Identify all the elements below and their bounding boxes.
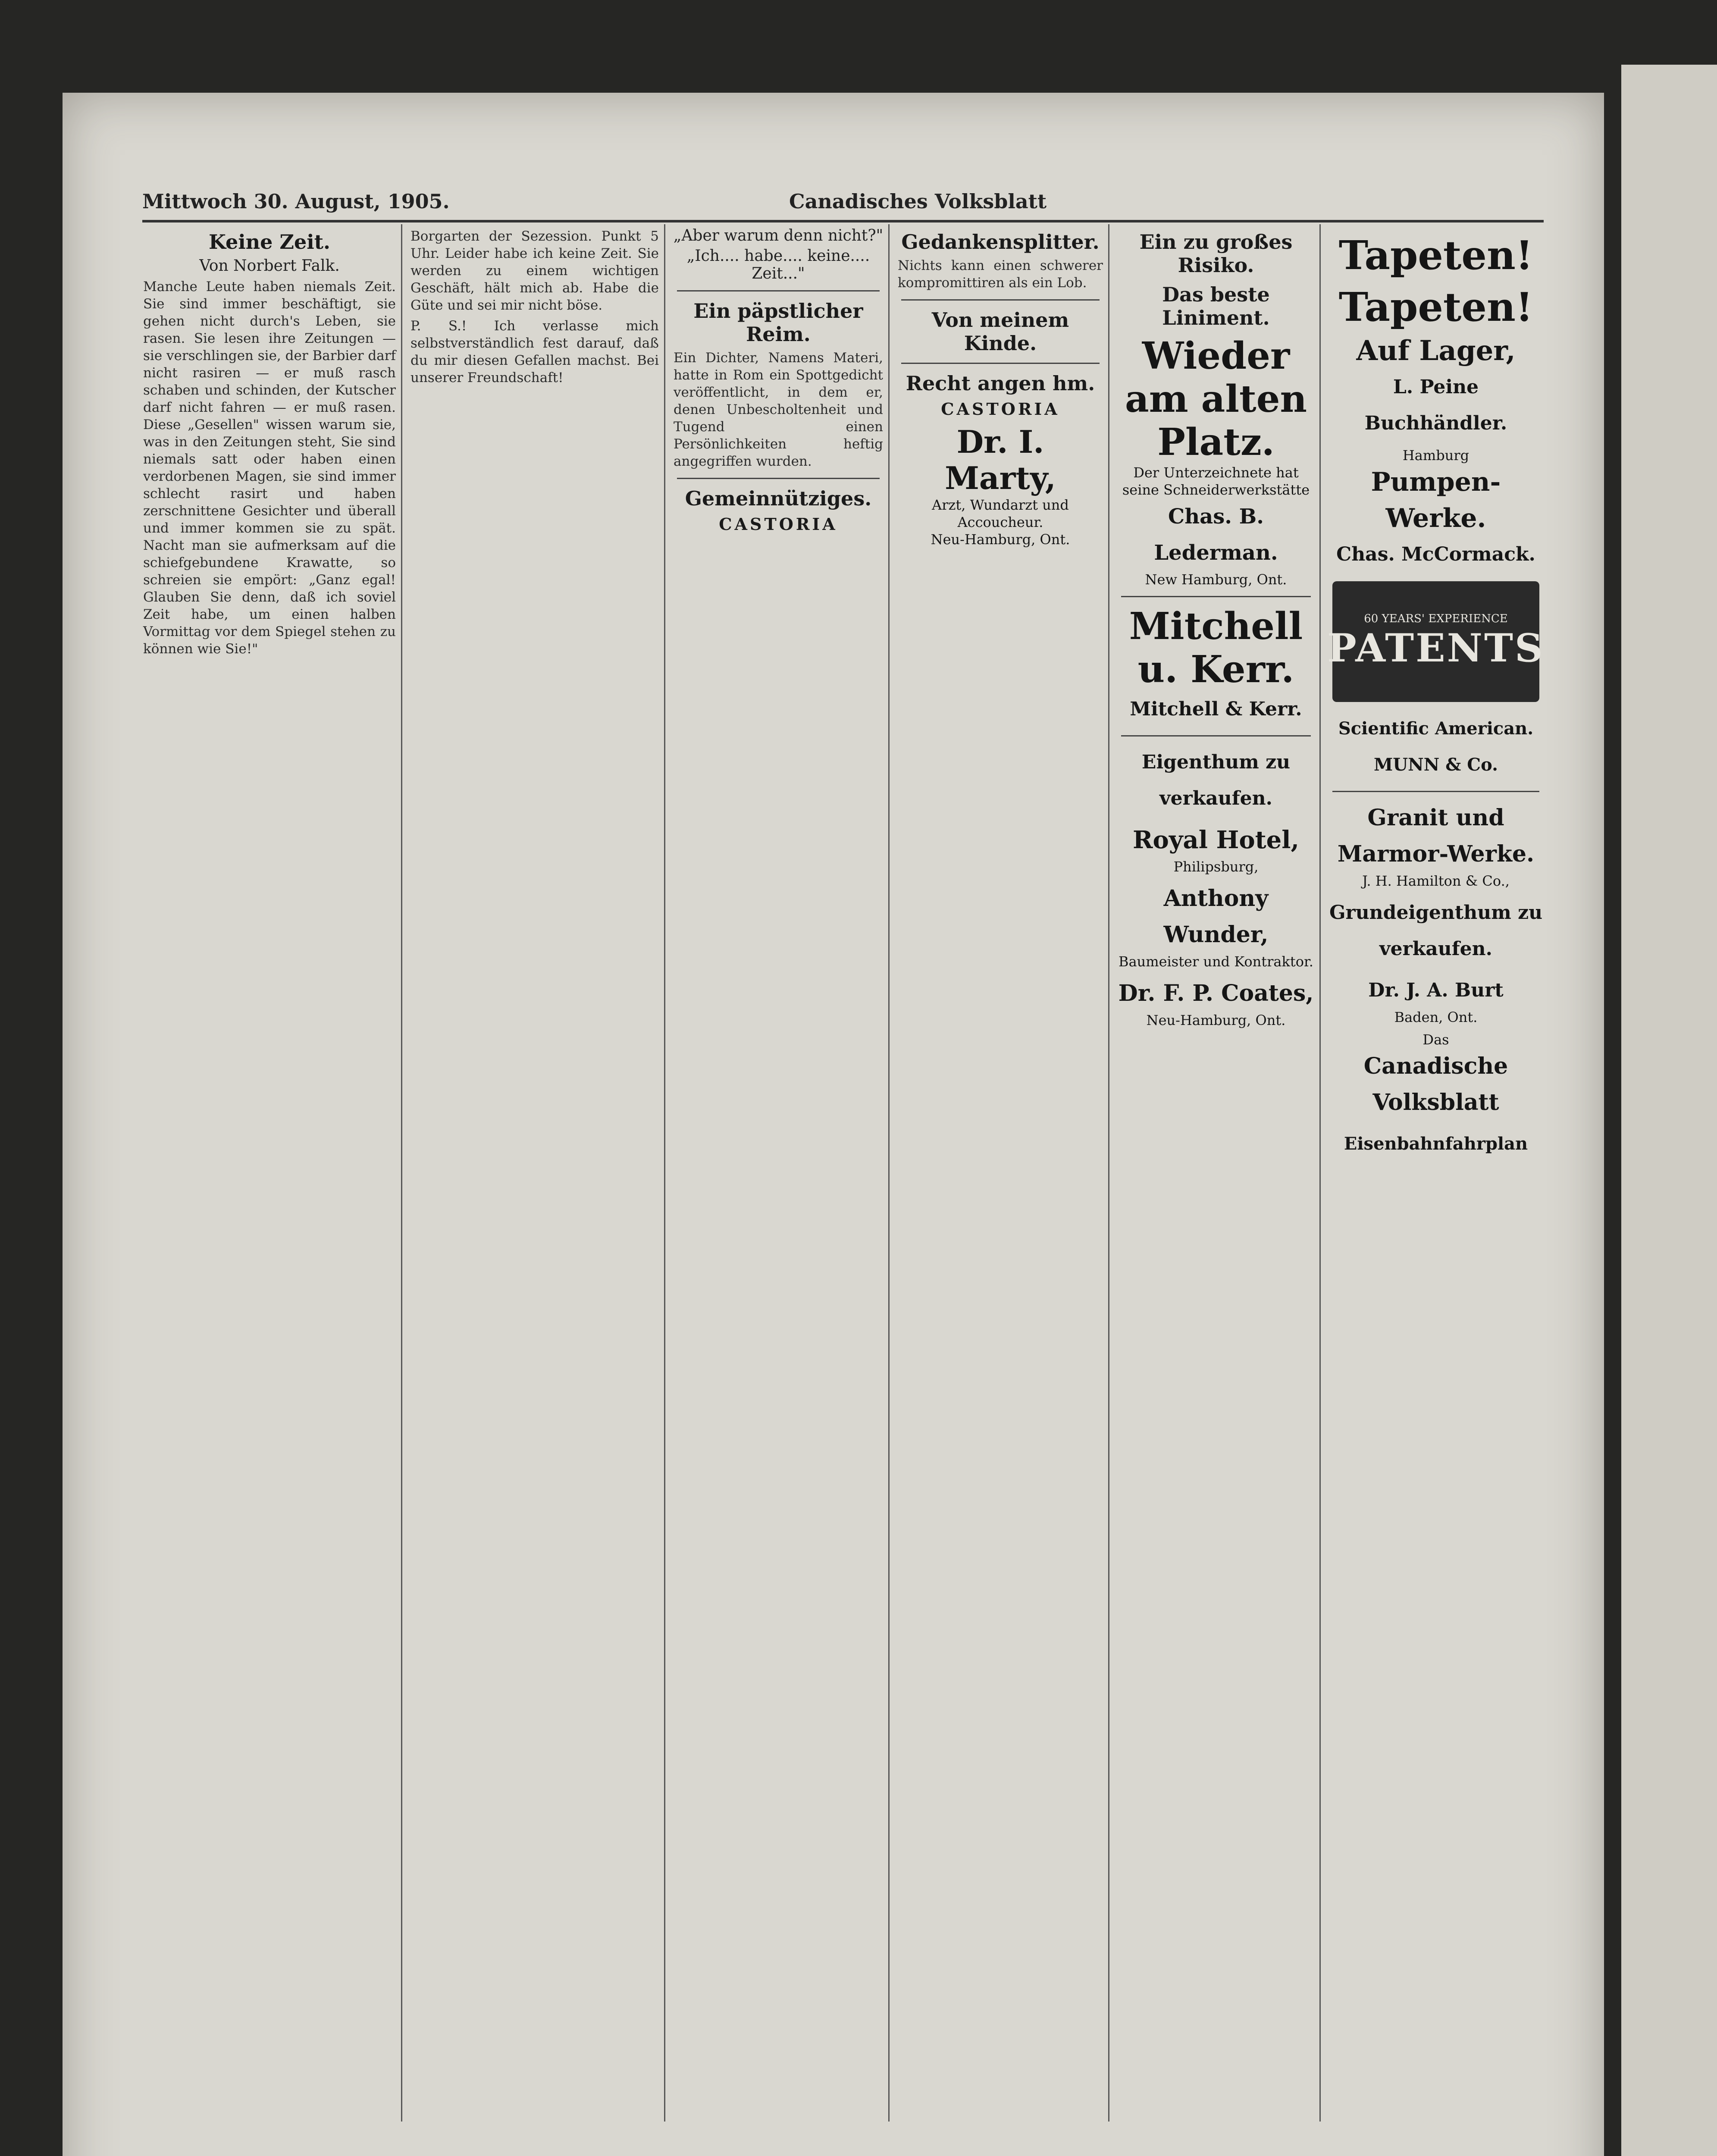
ad-place: Philipsburg, (1173, 859, 1259, 875)
mitchell-kerr-ad (1117, 605, 1315, 727)
adjacent-page-edge (1621, 65, 1717, 2156)
ad-name: L. Peine Buchhändler. (1364, 376, 1507, 434)
article-text: Nichts kann einen schwerer kompromittiren als ein Lob. (898, 258, 1103, 291)
patents-ad-logo (1327, 581, 1545, 702)
ad-headline: Tapeten! (1338, 284, 1533, 330)
castoria-ad: CASTORIA (941, 399, 1060, 419)
article-title: Ein päpstlicher Reim. (693, 299, 863, 346)
wallpaper-ad (1328, 229, 1544, 442)
ad-text: Der Unterzeichnete hat seine Schneiderwerkstätte (1122, 464, 1310, 498)
divider (1121, 596, 1311, 597)
quote-line: „Aber warum denn nicht?" (673, 227, 884, 244)
section-title: Gemeinnütziges. (685, 487, 872, 510)
column-1 (138, 224, 402, 2122)
section-title: Recht angen hm. (905, 372, 1095, 395)
ad-article: Das (1422, 1031, 1449, 1048)
patents-label: PATENTS (1327, 625, 1545, 671)
ad-place: Neu-Hamburg, Ont. (1146, 1012, 1286, 1028)
paper-name: Canadisches Volksblatt (789, 190, 1047, 213)
divider (677, 290, 880, 291)
ad-headline: Granit und Marmor-Werke. (1337, 805, 1535, 867)
property-ad (1117, 744, 1315, 817)
hotel-ad (1117, 822, 1315, 875)
ad-subheadline: Auf Lager, (1356, 335, 1516, 367)
masthead (142, 190, 1544, 222)
patents-years: 60 YEARS' EXPERIENCE (1364, 612, 1508, 625)
article-text: Ein Dichter, Namens Materi, hatte in Rom ein Spottgedicht veröffentlicht, in dem er, denen Unbescholtenheit und Tugend einen Persönlichkeiten heftig angegriffen wurden. (674, 350, 883, 469)
ad-place: New Hamburg, Ont. (1145, 571, 1287, 588)
ad-subtitle: Arzt, Wundarzt und Accoucheur. (932, 497, 1069, 530)
volksblatt-ad (1328, 1031, 1544, 1121)
section-title: Das beste Liniment. (1162, 283, 1270, 329)
granite-works-ad (1328, 800, 1544, 890)
section-title: Gedankensplitter. (901, 230, 1100, 254)
divider (677, 478, 880, 479)
ad-headline: Royal Hotel, (1132, 826, 1299, 854)
tailor-ad (1117, 335, 1315, 588)
ad-name: Chas. B. Lederman. (1154, 505, 1278, 565)
ad-name: Dr. I. Marty, (945, 423, 1056, 496)
ad-name: Mitchell & Kerr. (1130, 698, 1302, 720)
poem-title: Von meinem Kinde. (931, 308, 1069, 355)
divider (1121, 735, 1311, 736)
ad-headline: Eigenthum zu verkaufen. (1141, 751, 1291, 809)
ad-name: J. H. Hamilton & Co., (1362, 873, 1510, 889)
pump-works-ad (1328, 447, 1544, 573)
railway-timetable (1328, 1126, 1544, 1162)
ad-headline: Tapeten! (1338, 232, 1533, 279)
castoria-ad: CASTORIA (719, 514, 838, 534)
ad-place: Neu-Hamburg, Ont. (931, 531, 1070, 548)
column-2 (405, 224, 665, 2122)
quote-line: „Ich.... habe.... keine.... Zeit..." (686, 247, 870, 282)
doctor-coates-ad (1117, 975, 1315, 1029)
ad-title: Hamburg (1402, 447, 1469, 464)
ad-headline: Mitchell u. Kerr. (1129, 605, 1303, 691)
ad-headline: Grundeigenthum zu verkaufen. (1329, 902, 1543, 960)
divider (1332, 791, 1539, 792)
column-5 (1112, 224, 1321, 2122)
column-6 (1324, 224, 1548, 2122)
article-text: Manche Leute haben niemals Zeit. Sie sind immer beschäftigt, sie gehen nicht durch's Leben, sie rasen. Sie lesen ihre Zeitungen — sie verschlingen sie, der Barbier darf nicht rasiren — er muß rasch schaben und schinden, der Kutscher darf nicht fahren — er muß rasen. Diese „Gesellen" wissen warum sie, was in den Zeitungen steht, Sie sind niemals satt oder haben einen verdorbenen Magen, sie sind immer schlecht rasirt und haben zerschnittene Gesichter und überall und immer kommen sie zu spät. Nacht man sie aufmerksam auf die schiefgebundene Krawatte, so schreien sie empört: „Ganz egal! Glauben Sie denn, daß ich soviel Zeit habe, um einen halben Vormittag vor dem Spiegel stehen zu können wie Sie!" (143, 279, 396, 657)
scientific-american-ad (1328, 711, 1544, 783)
article-title: Ein zu großes Risiko. (1139, 230, 1293, 277)
ad-headline: Eisenbahnfahrplan (1344, 1134, 1528, 1154)
ad-headline: Wieder am alten Platz. (1125, 334, 1307, 464)
doctor-burt-ad (1328, 972, 1544, 1026)
ad-name: MUNN & Co. (1374, 755, 1498, 775)
article-author: Von Norbert Falk. (199, 257, 340, 275)
ad-headline: Pumpen-Werke. (1371, 467, 1501, 533)
doctor-ad (897, 424, 1104, 548)
ad-headline: Dr. F. P. Coates, (1118, 980, 1314, 1006)
ad-headline: Dr. J. A. Burt (1368, 979, 1504, 1001)
builder-ad (1117, 881, 1315, 970)
article-title: Keine Zeit. (208, 230, 331, 254)
article-postscript: P. S.! Ich verlasse mich selbstverständlich fest darauf, daß du mir diesen Gefallen machst. Bei unserer Freundschaft! (410, 318, 659, 385)
ad-subtitle: Baumeister und Kontraktor. (1119, 953, 1313, 970)
ad-name: Chas. McCormack. (1336, 543, 1535, 565)
column-3 (668, 224, 890, 2122)
ad-place: Baden, Ont. (1394, 1009, 1478, 1025)
column-4 (893, 224, 1109, 2122)
ad-headline: Canadische Volksblatt (1363, 1053, 1508, 1116)
article-text: Borgarten der Sezession. Punkt 5 Uhr. Leider habe ich keine Zeit. Sie werden zu einem wichtigen Geschäft, hält mich ab. Habe die Güte und sei mir nicht böse. (410, 229, 659, 313)
land-sale-ad (1328, 895, 1544, 967)
issue-date: Mittwoch 30. August, 1905. (142, 190, 450, 213)
ad-headline: Scientific American. (1338, 718, 1534, 739)
ad-headline: Anthony Wunder, (1163, 885, 1269, 948)
divider (901, 299, 1100, 301)
divider (901, 363, 1100, 364)
